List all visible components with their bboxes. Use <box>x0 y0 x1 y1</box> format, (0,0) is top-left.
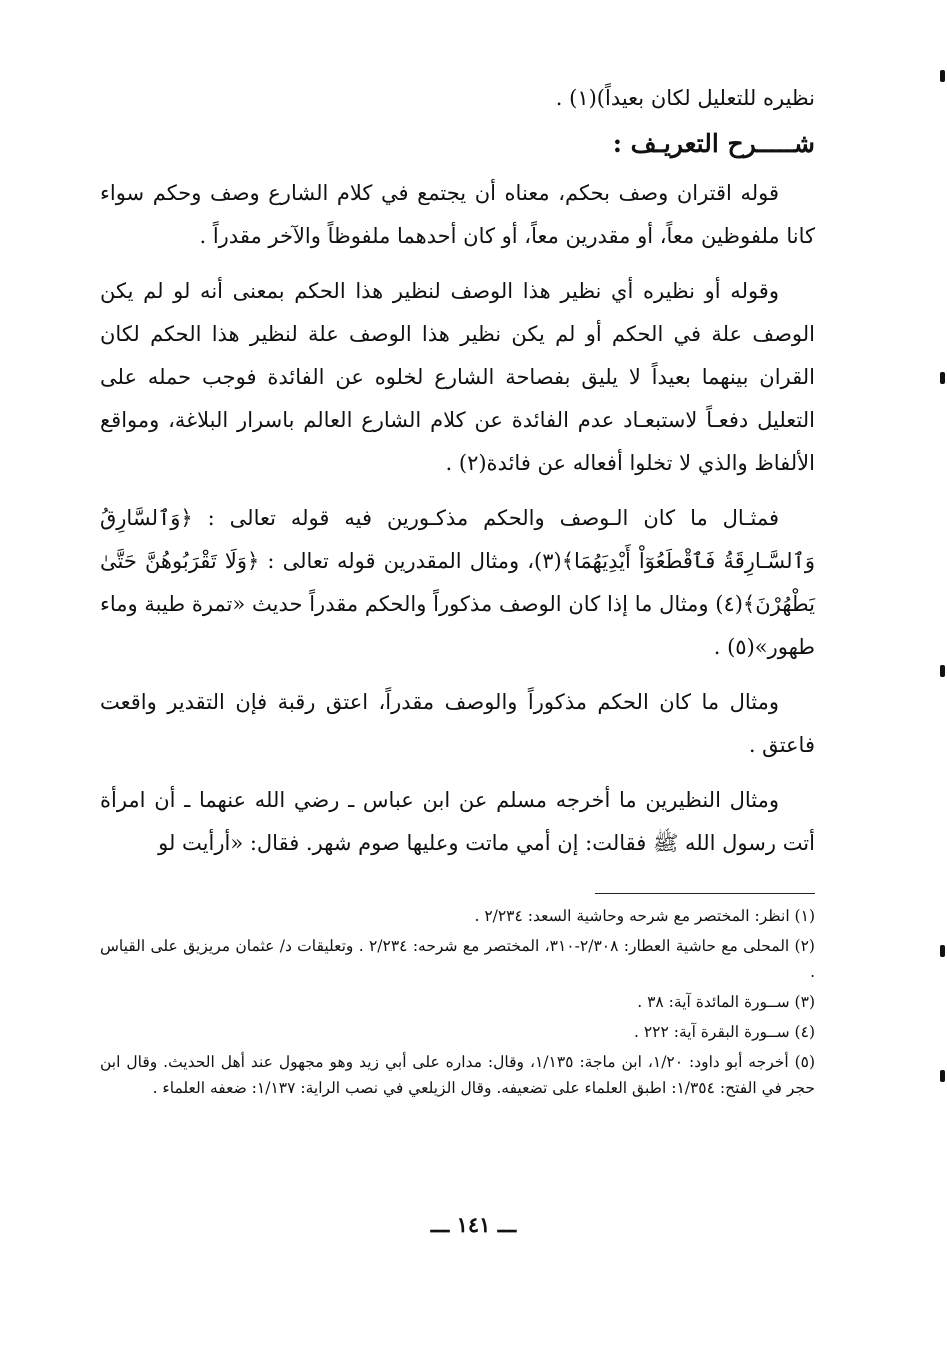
scan-mark <box>940 1070 945 1082</box>
continued-line: نظيره للتعليل لكان بعيداً)(١) . <box>555 86 815 110</box>
footnote-4: (٤) ســورة البقرة آية: ٢٢٢ . <box>633 1023 815 1041</box>
paragraph-5: ومثال النظيرين ما أخرجه مسلم عن ابن عباس ـ رضي الله عنهما ـ أن امرأة أتت رسول الله ﷺ فقالت: إن أمي ماتت وعليها صوم شهر. فقال: «أرأيت لو <box>100 788 815 855</box>
page-number: ـــ ١٤١ ـــ <box>430 1212 517 1237</box>
main-text <box>100 78 815 877</box>
paragraph-1: قوله اقتران وصف بحكم، معناه أن يجتمع في كلام الشارع وصف وحكم سواء كانا ملفوظين معاً، أو مقدرين معاً، أو كان أحدهما ملفوظاً والآخر مقدراً . <box>100 181 815 248</box>
footnote-1: (١) انظر: المختصر مع شرحه وحاشية السعد: ٢/٢٣٤ . <box>474 907 815 925</box>
scan-mark <box>940 665 945 677</box>
footnotes <box>100 903 815 1105</box>
scan-mark <box>940 70 945 82</box>
footnote-divider <box>595 893 815 894</box>
scan-edge-marks <box>935 0 947 1350</box>
section-heading: شـــــرح التعريـف : <box>612 129 815 158</box>
paragraph-2: وقوله أو نظيره أي نظير هذا الوصف لنظير هذا الحكم بمعنى أنه لو لم يكن الوصف علة في الحكم أو لم يكن نظير هذا الوصف علة لنظير هذا الحكم لكان القران بينهما بعيداً لا يليق بفصاحة الشارع لخلوه عن الفائدة فوجب حمله على التعليل دفعـاً لاستبعـاد عدم الفائدة عن كلام الشارع العالم باسرار البلاغة، ومواقع الألفاظ والذي لا تخلوا أفعاله عن فائدة(٢) . <box>100 279 815 475</box>
scan-mark <box>940 372 945 384</box>
footnote-3: (٣) ســورة المائدة آية: ٣٨ . <box>637 993 815 1011</box>
scan-mark <box>940 945 945 957</box>
paragraph-3: فمثـال ما كان الـوصف والحكم مذكـورين فيه قوله تعالى : ﴿وَٱلسَّارِقُ وَٱلسَّـارِقَةُ فَٱقْطَعُوٓاْ أَيْدِيَهُمَا﴾(٣)، ومثال المقدرين قوله تعالى : ﴿وَلَا تَقْرَبُوهُنَّ حَتَّىٰ يَطْهُرْنَ﴾(٤) ومثال ما إذا كان الوصف مذكوراً والحكم مقدراً حديث «تمرة طيبة وماء طهور»(٥) . <box>100 506 816 659</box>
paragraph-4: ومثال ما كان الحكم مذكوراً والوصف مقدراً، اعتق رقبة فإن التقدير واقعت فاعتق . <box>100 690 815 757</box>
footnote-2: (٢) المحلى مع حاشية العطار: ٢/٣٠٨-٣١٠، المختصر مع شرحه: ٢/٢٣٤ . وتعليقات د/ عثمان مريزيق على القياس . <box>100 937 815 981</box>
footnote-5: (٥) أخرجه أبو داود: ١/٢٠، ابن ماجة: ١/١٣٥، وقال: مداره على أبي زيد وهو مجهول عند أهل الحديث. وقال ابن حجر في الفتح: ١/٣٥٤: اطبق العلماء على تضعيفه. وقال الزيلعي في نصب الراية: ١/١٣٧: ضعفه العلماء . <box>100 1053 816 1097</box>
